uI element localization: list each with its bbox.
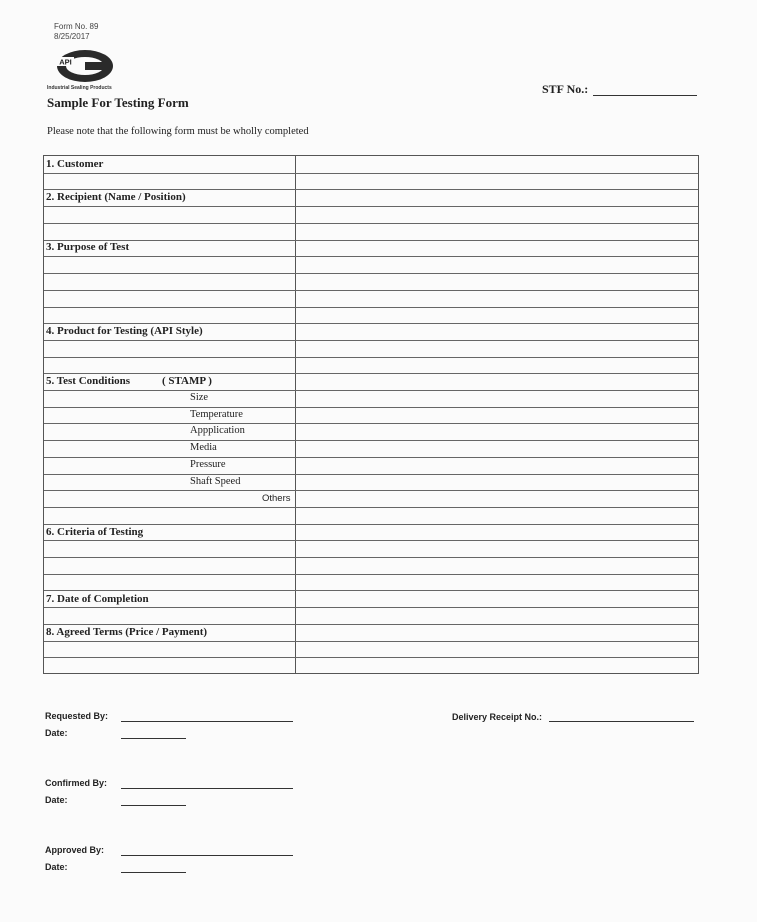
form-table xyxy=(43,155,699,674)
row-divider xyxy=(44,574,698,575)
form-number: Form No. 89 xyxy=(54,22,99,31)
requested-date-label: Date: xyxy=(45,728,68,738)
row-divider xyxy=(44,407,698,408)
requested-by-field[interactable] xyxy=(121,721,293,722)
row-divider xyxy=(44,340,698,341)
row-divider xyxy=(44,189,698,190)
approved-date-field[interactable] xyxy=(121,872,186,873)
stamp-label: ( STAMP ) xyxy=(162,375,212,387)
row-divider xyxy=(44,223,698,224)
section-customer: 1. Customer xyxy=(46,158,104,170)
section-purpose: 3. Purpose of Test xyxy=(46,241,130,253)
row-divider xyxy=(44,474,698,475)
row-divider xyxy=(44,240,698,241)
row-divider xyxy=(44,457,698,458)
section-recipient: 2. Recipient (Name / Position) xyxy=(46,191,186,203)
condition-others: Others xyxy=(262,493,291,504)
row-divider xyxy=(44,590,698,591)
row-divider xyxy=(44,373,698,374)
row-divider xyxy=(44,540,698,541)
row-divider xyxy=(44,290,698,291)
form-title: Sample For Testing Form xyxy=(47,95,189,110)
row-divider xyxy=(44,423,698,424)
condition-pressure: Pressure xyxy=(190,459,226,470)
row-divider xyxy=(44,256,698,257)
row-divider xyxy=(44,357,698,358)
row-divider xyxy=(44,641,698,642)
condition-media: Media xyxy=(190,442,217,453)
api-logo xyxy=(55,48,115,84)
row-divider xyxy=(44,557,698,558)
delivery-receipt-field[interactable] xyxy=(549,721,694,722)
section-criteria: 6. Criteria of Testing xyxy=(46,526,144,538)
column-divider xyxy=(295,156,296,673)
condition-application: Appplication xyxy=(190,425,245,436)
delivery-receipt-label: Delivery Receipt No.: xyxy=(452,712,543,722)
row-divider xyxy=(44,507,698,508)
row-divider xyxy=(44,607,698,608)
row-divider xyxy=(44,657,698,658)
confirmed-by-label: Confirmed By: xyxy=(45,778,108,788)
stf-number-label: STF No.: xyxy=(542,82,589,96)
section-test-conditions: 5. Test Conditions xyxy=(46,375,131,387)
approved-by-label: Approved By: xyxy=(45,845,105,855)
approved-by-field[interactable] xyxy=(121,855,293,856)
row-divider xyxy=(44,307,698,308)
row-divider xyxy=(44,524,698,525)
condition-size: Size xyxy=(190,392,209,403)
section-agreed-terms: 8. Agreed Terms (Price / Payment) xyxy=(46,626,208,638)
requested-by-label: Requested By: xyxy=(45,711,109,721)
logo-text: API xyxy=(59,57,72,67)
condition-shaft-speed: Shaft Speed xyxy=(190,476,241,487)
row-divider xyxy=(44,273,698,274)
form-note: Please note that the following form must be wholly completed xyxy=(47,126,309,137)
stf-number-field[interactable] xyxy=(593,95,697,96)
section-product: 4. Product for Testing (API Style) xyxy=(46,325,203,337)
confirmed-date-field[interactable] xyxy=(121,805,186,806)
tagline: Industrial Sealing Products xyxy=(47,85,112,91)
form-date: 8/25/2017 xyxy=(54,32,90,41)
confirmed-date-label: Date: xyxy=(45,795,68,805)
approved-date-label: Date: xyxy=(45,862,68,872)
row-divider xyxy=(44,206,698,207)
section-date-completion: 7. Date of Completion xyxy=(46,593,149,605)
row-divider xyxy=(44,173,698,174)
row-divider xyxy=(44,323,698,324)
row-divider xyxy=(44,490,698,491)
confirmed-by-field[interactable] xyxy=(121,788,293,789)
requested-date-field[interactable] xyxy=(121,738,186,739)
form-meta xyxy=(54,22,98,42)
condition-temperature: Temperature xyxy=(190,409,243,420)
row-divider xyxy=(44,440,698,441)
row-divider xyxy=(44,624,698,625)
row-divider xyxy=(44,390,698,391)
